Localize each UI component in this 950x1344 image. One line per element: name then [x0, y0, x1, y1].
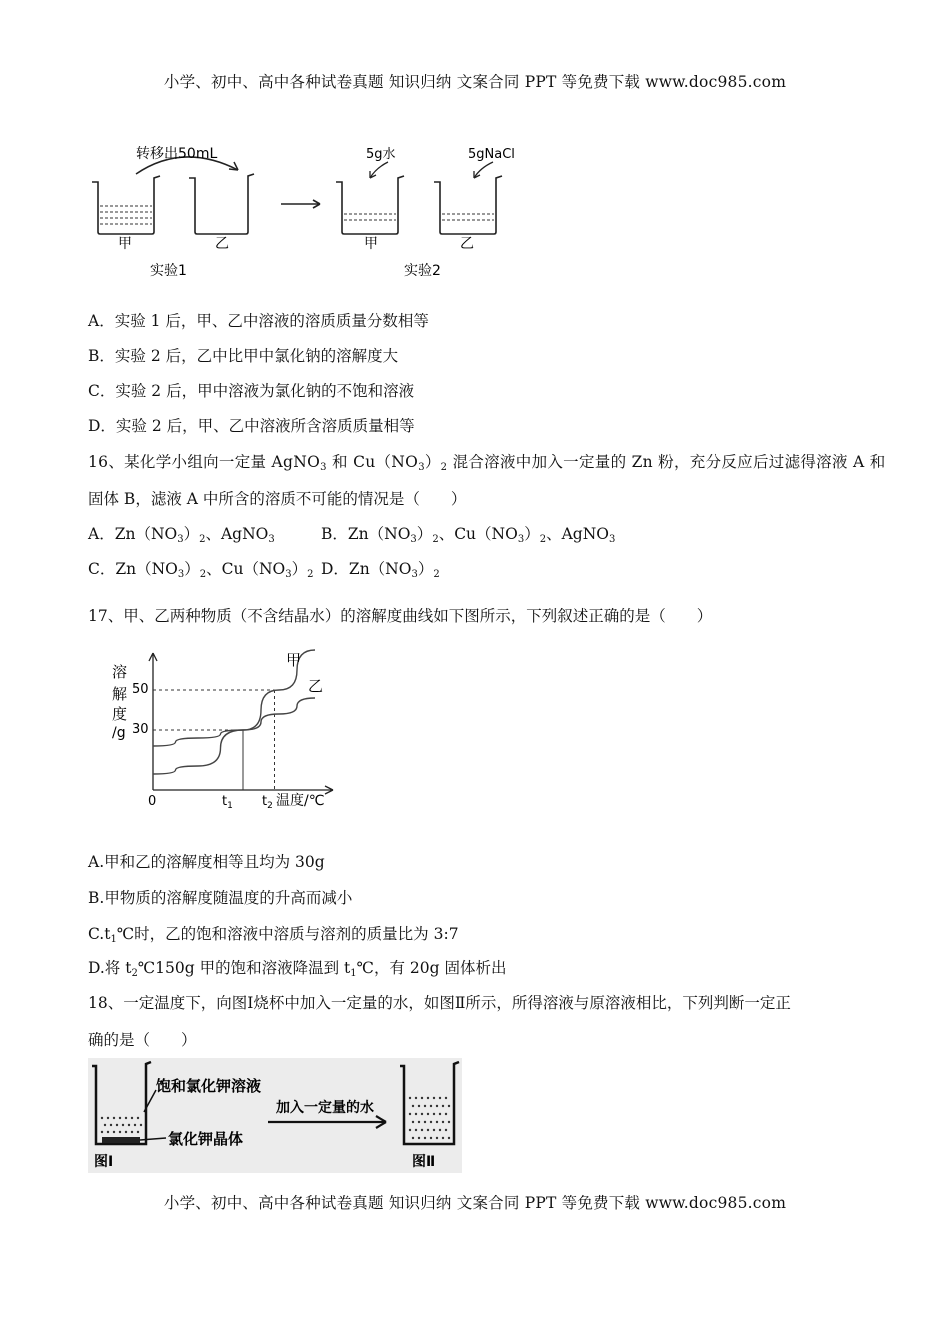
label-yi-2: 乙 [460, 236, 474, 252]
q15-option-d: D．实验 2 后，甲、乙中溶液所含溶质质量相等 [88, 417, 415, 435]
y-axis-label-4: /g [112, 725, 126, 741]
x-axis-label: 温度/℃ [276, 793, 325, 809]
tick-50: 50 [132, 682, 149, 697]
q16-stem-line2: 固体 B，滤液 A 中所含的溶质不可能的情况是（ ） [88, 490, 467, 508]
crystals-fig1 [102, 1137, 140, 1143]
fig-i-label: 图Ⅰ [94, 1154, 114, 1170]
crystal-pointer [140, 1138, 166, 1140]
page-footer: 小学、初中、高中各种试卷真题 知识归纳 文案合同 PPT 等免费下载 www.doc985.com [163, 1194, 787, 1212]
crystal-label: 氯化钾晶体 [168, 1130, 244, 1148]
beaker-yi-2 [434, 176, 502, 234]
beaker-yi-1 [189, 174, 254, 234]
q16-option-d: D．$Zn(NO_3)_2$ [321, 560, 440, 580]
page-header: 小学、初中、高中各种试卷真题 知识归纳 文案合同 PPT 等免费下载 www.doc985.com [163, 73, 787, 91]
solubility-chart [108, 645, 348, 815]
q17-option-b: B.甲物质的溶解度随温度的升高而减小 [88, 889, 353, 907]
series-curve-yi [153, 698, 315, 746]
q17-option-d: D.将 $t_2℃150g$ 甲的饱和溶液降温到 $t_1℃$，有 20g 固体析出 [88, 959, 507, 979]
q18-figure [88, 1058, 462, 1173]
y-axis-label-1: 溶 [112, 663, 128, 681]
nacl-label: 5gNaCl [468, 147, 515, 162]
label-jia-2: 甲 [364, 236, 378, 252]
add-water-label: 加入一定量的水 [276, 1100, 374, 1116]
tick-zero: 0 [148, 794, 157, 809]
liquid-lines-1 [100, 206, 152, 224]
q16-option-a: A．$Zn(NO_3)_2$、AgNO$_3$ [88, 525, 275, 545]
q15-option-a: A．实验 1 后，甲、乙中溶液的溶质质量分数相等 [88, 312, 429, 330]
y-axis-label-3: 度 [112, 705, 128, 723]
solution-dots-2 [409, 1097, 450, 1139]
y-axis-label-2: 解 [112, 685, 128, 703]
series-label-jia: 甲 [286, 651, 302, 669]
beaker-jia-1 [92, 176, 160, 234]
label-jia-1: 甲 [118, 236, 132, 252]
q17-option-a: A.甲和乙的溶解度相等且均为 30g [88, 853, 325, 871]
q18-stem-line2: 确的是（ ） [88, 1031, 197, 1049]
nacl-arrow [474, 162, 493, 178]
q17-option-c: $C.t_1℃$时，乙的饱和溶液中溶质与溶剂的质量比为 3:7 [88, 925, 459, 945]
q18-stem-line1: 18、一定温度下，向图Ⅰ烧杯中加入一定量的水，如图Ⅱ所示，所得溶液与原溶液相比，下列判断一定正 [88, 994, 791, 1012]
q17-stem: 17、甲、乙两种物质（不含结晶水）的溶解度曲线如下图所示，下列叙述正确的是（ ） [88, 607, 713, 625]
q15-option-c: C．实验 2 后，甲中溶液为氯化钠的不饱和溶液 [88, 382, 415, 400]
q16-option-c: C．$Zn(NO_3)_2$、$Cu(NO_3)_2$ [88, 560, 314, 580]
liquid-lines-3 [442, 214, 494, 220]
beaker-fig2 [400, 1062, 459, 1144]
solution-dots-1 [101, 1117, 142, 1133]
q15-option-b: B．实验 2 后，乙中比甲中氯化钠的溶解度大 [88, 347, 399, 365]
series-label-yi: 乙 [308, 677, 324, 695]
fig-ii-label: 图Ⅱ [412, 1154, 436, 1170]
beaker-jia-2 [336, 176, 404, 234]
tick-t2: $t_2$ [262, 794, 273, 811]
water-arrow [370, 162, 388, 178]
q18-figure-svg [88, 1058, 462, 1173]
tick-t1: $t_1$ [222, 794, 233, 811]
label-exp1: 实验1 [150, 263, 187, 279]
q16-stem-line1: 16、某化学小组向一定量 AgNO$_3$ 和 $Cu(NO_3)_2$ 混合溶液中加入一定量的 Zn 粉，充分反应后过滤得溶液 A 和 [88, 453, 886, 473]
q16-option-b: B．$Zn(NO_3)_2$、$Cu(NO_3)_2$、AgNO$_3$ [321, 525, 616, 545]
water-label: 5g水 [366, 147, 396, 162]
liquid-lines-2 [344, 214, 396, 220]
tick-30: 30 [132, 722, 149, 737]
label-exp2: 实验2 [404, 263, 441, 279]
transfer-label: 转移出50mL [136, 146, 218, 162]
label-yi-1: 乙 [215, 236, 229, 252]
experiment-figure [88, 138, 558, 283]
sat-solution-label: 饱和氯化钾溶液 [156, 1077, 262, 1095]
